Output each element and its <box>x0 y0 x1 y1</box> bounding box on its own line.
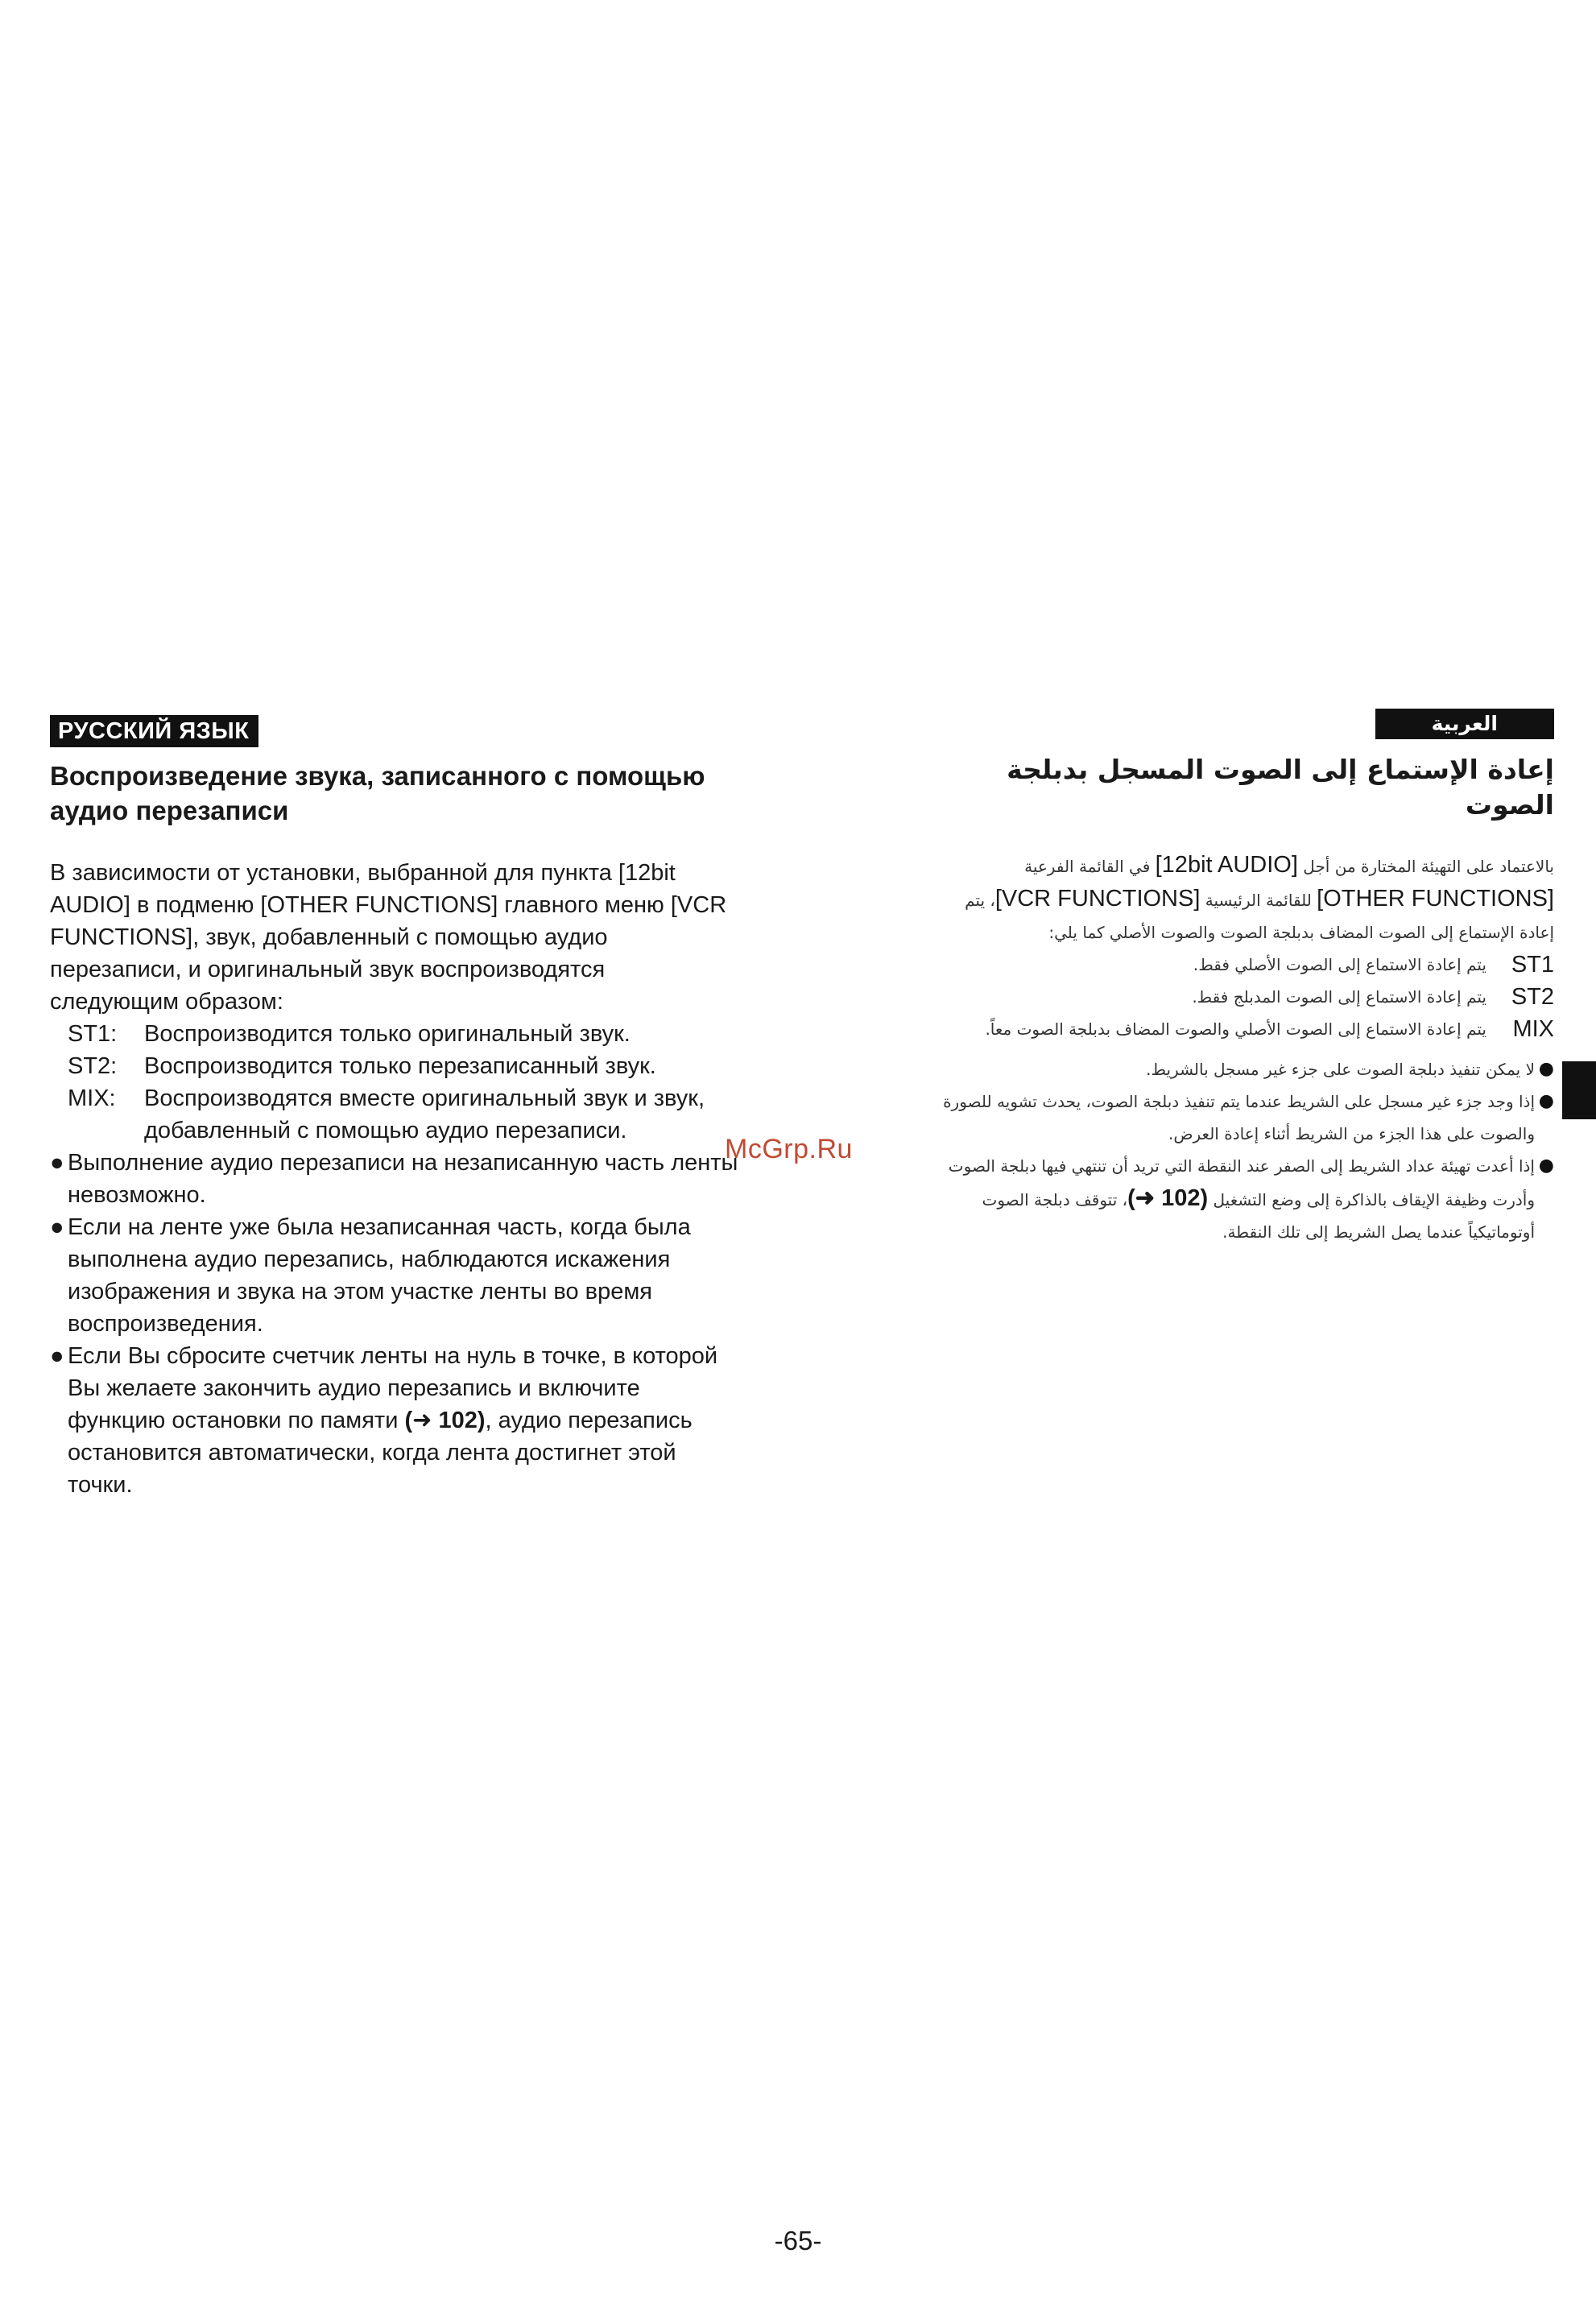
note-item <box>918 1150 1554 1248</box>
mode-key: ST1: <box>68 1021 118 1047</box>
menu-code: [VCR FUNCTIONS] <box>994 886 1201 912</box>
text-run: بالاعتماد على التهيئة المختارة من أجل <box>1297 857 1554 876</box>
note-line: остановится автоматически, когда лента достигнет этой <box>68 1440 676 1466</box>
mode-key: ST1 <box>1511 952 1554 978</box>
note-line: воспроизведения. <box>68 1311 263 1337</box>
mode-st2 <box>918 981 1554 1013</box>
note-line: Если Вы сбросите счетчик ленты на нуль в точке, в которой <box>68 1343 718 1369</box>
mode-st1 <box>918 949 1554 981</box>
note-text: إذا أعدت تهيئة عداد الشريط إلى الصفر عند النقطة التي تريد أن تنتهي فيها دبلجة الصوت وأدرت وظيفة الإيقاف بالذاكرة إلى وضع التشغيل <box>948 1156 1535 1209</box>
menu-code: [12bit AUDIO] <box>1155 852 1298 878</box>
intro-line: AUDIO] в подменю [OTHER FUNCTIONS] главного меню [VCR <box>50 892 727 918</box>
mode-st2 <box>50 1050 823 1082</box>
note-text: لا يمكن تنفيذ دبلجة الصوت على جزء غير مسجل بالشريط. <box>1146 1060 1535 1079</box>
arabic-body <box>918 849 1554 1248</box>
bullet-icon: ● <box>1538 1059 1554 1079</box>
notes-list <box>50 1147 823 1501</box>
note-line: точки. <box>68 1472 133 1498</box>
section-title-russian <box>50 759 823 828</box>
title-line-1: Воспроизведение звука, записанного с помощью <box>50 761 705 791</box>
mode-line: Воспроизводятся вместе оригинальный звук и звук, <box>144 1085 705 1111</box>
bullet-icon: ● <box>50 1343 64 1369</box>
intro-line: إعادة الإستماع إلى الصوت المضاف بدبلجة الصوت والصوت الأصلي كما يلي: <box>1048 923 1554 942</box>
intro-paragraph <box>50 857 823 1018</box>
page-reference: (➜ 102) <box>404 1408 486 1433</box>
bullet-icon: ● <box>1538 1156 1554 1176</box>
text-run: في القائمة الفرعية <box>1024 857 1156 876</box>
note-item <box>50 1147 823 1211</box>
note-line: Если на ленте уже была незаписанная часть, когда была <box>68 1214 691 1240</box>
note-line: изображения и звука на этом участке ленты во время <box>68 1279 652 1304</box>
page-number: -65- <box>774 2226 822 2255</box>
notes-list <box>918 1053 1554 1248</box>
menu-code: [OTHER FUNCTIONS] <box>1317 886 1554 912</box>
language-badge-russian: РУССКИЙ ЯЗЫК <box>50 715 258 747</box>
note-line: Вы желаете закончить аудио перезапись и включите <box>68 1375 640 1401</box>
note-line: Выполнение аудио перезаписи на незаписанную часть ленты <box>68 1150 738 1176</box>
arabic-section <box>918 709 1554 1248</box>
mode-description: يتم إعادة الاستماع إلى الصوت الأصلي فقط. <box>1193 955 1486 974</box>
badge-wrapper <box>918 709 1554 739</box>
intro-line: следующим образом: <box>50 989 283 1015</box>
russian-section <box>50 715 823 1501</box>
section-edge-tab <box>1562 1061 1596 1119</box>
intro-line: В зависимости от установки, выбранной для пункта [12bit <box>50 860 676 886</box>
section-title-arabic: إعادة الإستماع إلى الصوت المسجل بدبلجة الصوت <box>1007 754 1554 821</box>
mode-description: Воспроизводится только оригинальный звук. <box>144 1021 631 1047</box>
mode-st1 <box>50 1018 823 1050</box>
mode-key: MIX <box>1512 1016 1554 1042</box>
russian-body <box>50 857 823 1501</box>
mode-key: ST2: <box>68 1053 118 1079</box>
mode-line: добавленный с помощью аудио перезаписи. <box>144 1118 627 1143</box>
note-line: выполнена аудио перезапись, наблюдаются искажения <box>68 1247 671 1272</box>
mode-description: يتم إعادة الاستماع إلى الصوت المدبلج فقط. <box>1192 987 1486 1007</box>
bullet-icon: ● <box>50 1150 64 1176</box>
page-reference: (➜ 102) <box>1127 1185 1209 1211</box>
mode-key: ST2 <box>1511 984 1554 1010</box>
note-line: , аудио перезапись <box>485 1408 693 1433</box>
bullet-icon: ● <box>50 1214 64 1240</box>
text-run: للقائمة الرئيسية <box>1200 891 1317 910</box>
bullet-icon: ● <box>1538 1091 1554 1111</box>
note-item <box>50 1340 823 1501</box>
note-line: функцию остановки по памяти <box>68 1408 405 1433</box>
text-run: ، يتم <box>965 891 995 910</box>
mode-description: يتم إعادة الاستماع إلى الصوت الأصلي والصوت المضاف بدبلجة الصوت معاً. <box>985 1019 1486 1039</box>
note-item <box>50 1211 823 1340</box>
note-text: إذا وجد جزء غير مسجل على الشريط عندما يتم تنفيذ دبلجة الصوت، يحدث تشويه للصورة والصوت على هذا الجزء من الشريط أثناء إعادة العرض. <box>943 1092 1535 1143</box>
mode-mix <box>918 1013 1554 1045</box>
intro-line <box>918 883 1554 916</box>
intro-line: перезаписи, и оригинальный звук воспроизводятся <box>50 957 606 982</box>
title-line-2: аудио перезаписи <box>50 796 289 825</box>
intro-line: FUNCTIONS], звук, добавленный с помощью аудио <box>50 924 608 950</box>
mode-description <box>144 1082 823 1147</box>
language-badge-arabic: العربية <box>1375 709 1554 739</box>
note-item <box>918 1053 1554 1085</box>
watermark: McGrp.Ru <box>725 1134 853 1164</box>
note-item <box>918 1085 1554 1150</box>
note-text: ، تتوقف دبلجة الصوت أوتوماتيكياً عندما يصل الشريط إلى تلك النقطة. <box>982 1190 1535 1242</box>
mode-mix <box>50 1082 823 1147</box>
note-line: невозможно. <box>68 1182 206 1208</box>
mode-description: Воспроизводится только перезаписанный звук. <box>144 1053 656 1079</box>
intro-line <box>918 849 1554 883</box>
mode-key: MIX: <box>68 1085 116 1111</box>
